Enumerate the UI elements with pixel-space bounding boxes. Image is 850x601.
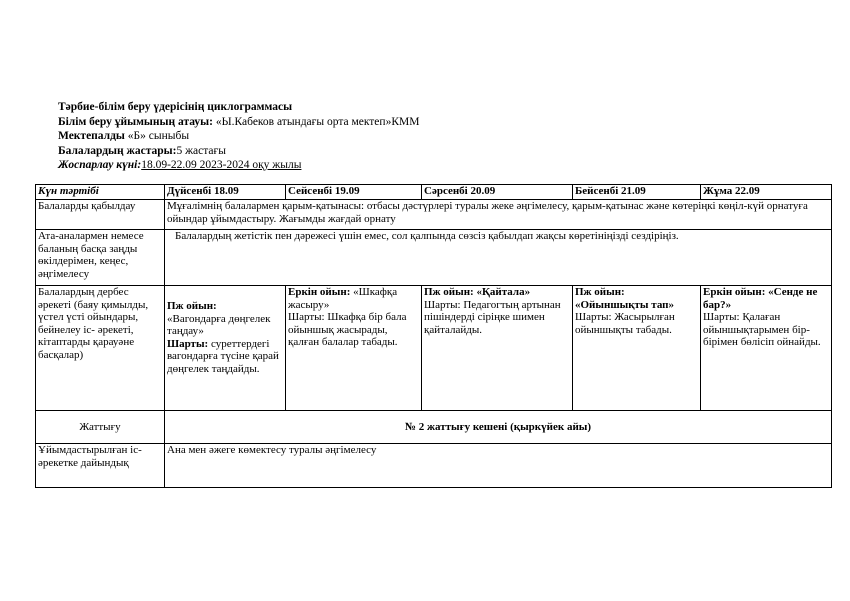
row-label-prep: Ұйымдастырылған іс-әрекетке дайындық [36, 444, 165, 488]
mon-game-title: «Вагондарға дөңгелек таңдау» [167, 312, 271, 337]
org-label: Білім беру ұйымының атауы: [58, 115, 213, 128]
table-row-parents [36, 230, 832, 286]
doc-title: Тәрбие-білім беру үдерісінің циклограммасы [58, 101, 293, 113]
header-cell-schedule: Күн тәртібі [36, 185, 165, 200]
wed-rule-label: Шарты: [424, 298, 461, 311]
tue-rule-text: Шкафқа бір бала ойыншық жасырады, қалған балалар табады. [288, 311, 407, 348]
wed-rule-text: Педагогтың артынан пішіндерді сіріңке шимен қайталайды. [424, 298, 561, 336]
age-line [58, 144, 419, 159]
org-line [58, 115, 419, 130]
header-cell-tuesday: Сейсенбі 19.09 [286, 185, 422, 200]
activity-thursday [573, 286, 701, 411]
table-row-prep [36, 444, 832, 488]
parents-text: Балалардың жетістік пен дәрежесі үшін емес, сол қалпында сөзсіз қабылдап жақсы көретініңізді сездіріңіз. [165, 230, 832, 286]
header-cell-friday: Жұма 22.09 [701, 185, 832, 200]
fri-rule-label: Шарты: [703, 311, 740, 323]
header-cell-thursday: Бейсенбі 21.09 [573, 185, 701, 200]
thu-game-title: «Ойыншықты тап» [575, 298, 675, 311]
class-line [58, 129, 419, 144]
activity-wednesday [422, 286, 573, 411]
thu-rule-label: Шарты: [575, 311, 612, 323]
prep-text: Ана мен әжеге көмектесу туралы әңгімелесу [165, 444, 832, 488]
header-cell-wednesday: Сәрсенбі 20.09 [422, 185, 573, 200]
mon-rule-text: суреттердегі вагондарға түсіне қарай дөңгелек таңдайды. [167, 337, 279, 375]
table-header-row [36, 185, 832, 200]
activity-friday [701, 286, 832, 411]
fri-rule-text: Қалаған ойыншықтарымен бір-бірімен бөлісіп ойнайды. [703, 311, 821, 348]
row-label-activity: Балалардың дербес әрекеті (баяу қимылды, үстел үсті ойындары, бейнелеу іс- әрекеті, кітаптарды қарауәне басқалар) [36, 286, 165, 411]
class-value: «Б» сыныбы [124, 130, 190, 142]
cyclogram-table [35, 184, 832, 488]
mon-rule-label: Шарты: [167, 337, 209, 350]
mon-game-label: Пж ойын: [167, 300, 217, 312]
header-cell-monday: Дүйсенбі 18.09 [165, 185, 286, 200]
table-row-reception [36, 200, 832, 230]
date-line [58, 158, 419, 173]
date-label: Жоспарлау күні: [58, 159, 142, 171]
table-row-activity [36, 286, 832, 411]
age-label: Балалардың жастары: [58, 144, 177, 157]
exercise-text: № 2 жаттығу кешені (қыркүйек айы) [165, 411, 832, 444]
thu-game-label: Пж ойын: [575, 286, 625, 298]
tue-rule-label: Шарты: [288, 311, 325, 323]
activity-monday [165, 286, 286, 411]
tue-game-title: «Шкафқа жасыру» [288, 286, 398, 311]
table-row-exercise [36, 411, 832, 444]
activity-tuesday [286, 286, 422, 411]
row-label-parents: Ата-аналармен немесе баланың басқа заңды өкілдерімен, кеңес, әңгімелесу [36, 230, 165, 286]
wed-game-label: Пж ойын: «Қайтала» [424, 286, 531, 298]
fri-game-label: Еркін ойын: «Сенде не бар?» [703, 286, 818, 311]
row-label-reception: Балаларды қабылдау [36, 200, 165, 230]
row-label-exercise: Жаттығу [36, 411, 165, 444]
age-value: 5 жастағы [176, 144, 226, 157]
document-header [58, 100, 419, 173]
date-value: 18.09-22.09 2023-2024 оқу жылы [141, 159, 302, 171]
thu-rule-text: Жасырылған ойыншықты табады. [575, 311, 675, 336]
class-label: Мектепалды [58, 130, 125, 142]
org-value: «Ы.Кабеков атындағы орта мектеп»КММ [212, 115, 420, 128]
reception-text: Мұғалімнің балалармен қарым-қатынасы: отбасы дәстүрлері туралы жеке әңгімелесу, қарым-қатынас және көтеріңкі көңіл-күй орнатуға ойындар ұйымдастыру. Жағымды жағдай орнату [165, 200, 832, 230]
tue-game-label: Еркін ойын: [288, 286, 351, 298]
